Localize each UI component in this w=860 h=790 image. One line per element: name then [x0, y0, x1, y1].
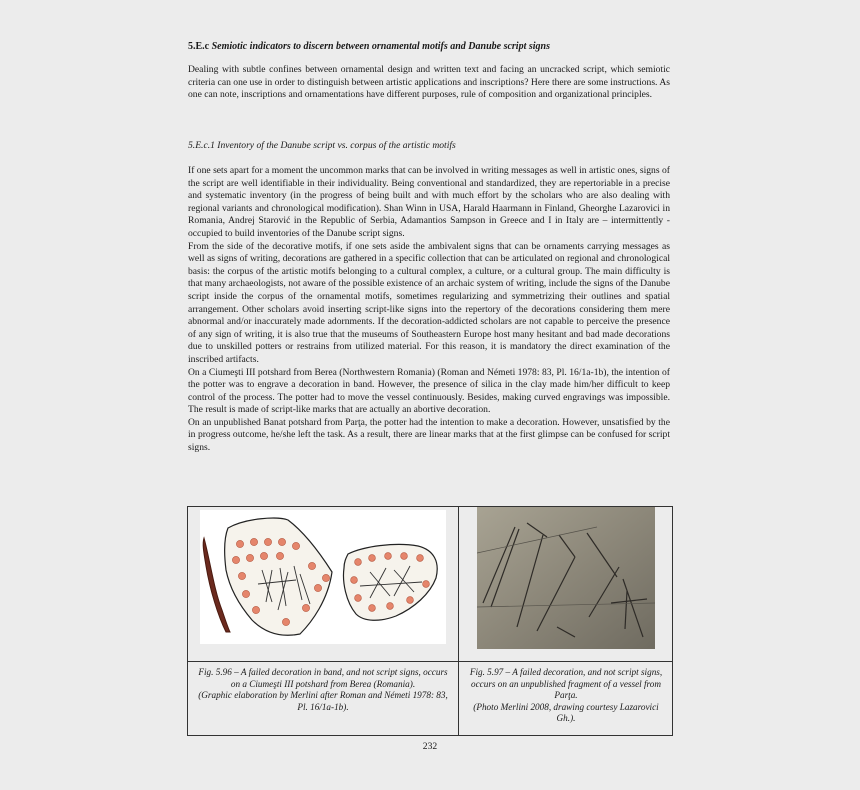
table-divider-vertical — [458, 507, 459, 735]
body-paragraph: On an unpublished Banat potshard from Parţa, the potter had the intention to make a decoration. However, unsatisfied by the in progress outcome, he/she left the task. As a result, there are linear marks that at the first glimpse can be confused for script signs. — [188, 416, 670, 454]
figure-5-97-photo — [477, 507, 655, 649]
body-paragraph: On a Ciumeşti III potshard from Berea (Northwestern Romania) (Roman and Németi 1978: 83, Pl. 16/1a-1b), the intention of the potter was to engrave a decoration in band. However, the presence of silica in the clay made him/her difficult to keep control of the process. The potter had to move the vessel continuously. Besides, making curved engravings was impossible. The result is made of script-like marks that are actually an abortive decoration. — [188, 366, 670, 416]
section-title: Semiotic indicators to discern between ornamental motifs and Danube script signs — [211, 41, 550, 52]
body-paragraph: If one sets apart for a moment the uncommon marks that can be involved in writing messages as well in artistic ones, signs of the script are well identifiable in their individuality. Being conventional and standardized, they are repertoriable in a precise and systematic inventory (in the progress of being built and with much effort by the scholars who are also dealing with regional variants and chronological modification). Shan Winn in USA, Harald Haarmann in Finland, Gheorghe Lazarovici in Romania, Andrej Starović in the Republic of Serbia, Adamantios Sampson in Greece and I in Italy are – intermittently - occupied to build inventories of the Danube script signs. — [188, 165, 670, 239]
section-number: 5.E.c — [188, 41, 210, 52]
fragment-photo — [477, 507, 655, 649]
caption-line: (Graphic elaboration by Merlini after Roman and Németi 1978: 83, Pl. 16/1a-1b). — [198, 690, 448, 712]
caption-line: Fig. 5.96 – A failed decoration in band, and not script signs, occurs on a Ciumeşti III potshard from Berea (Romania). — [198, 667, 448, 689]
figure-5-97-caption — [464, 667, 668, 725]
table-divider-horizontal — [188, 661, 672, 662]
section-heading — [188, 40, 678, 53]
photo-background — [477, 507, 655, 649]
caption-line: Fig. 5.97 – A failed decoration, and not script signs, occurs on an unpublished fragment of a vessel from Parţa. — [469, 667, 663, 700]
body-paragraph: From the side of the decorative motifs, if one sets aside the ambivalent signs that can be ornaments carrying messages as well as signs of writing, decorations are gathered in a specific collection that can be articulated on regional and chronological basis: the corpus of the artistic motifs belonging to a cultural complex, a culture, or a cultural group. The main difficulty is that many archaeologists, not aware of the possible existence of an archaic system of writing, include the signs of the Danube script inside the corpus of the ornamental motifs, sometimes regularizing and symmetrizing their outlines and spatial arrangement. Other scholars avoid inserting script-like signs into the repertory of the decorations considering them mere abnormal and/or inaccurately made adornments. If the decoration-addicted scholars are not capable to perceive the presence of any sign of writing, it is also true that the museums of Southeastern Europe host many hesitant and bad made decorations due to unskilled potters or restrains from utilized material. For this reason, it is mandatory the direct examination of the inscribed artifacts. — [188, 240, 670, 365]
caption-line: (Photo Merlini 2008, drawing courtesy Lazarovici Gh.). — [473, 701, 659, 723]
figure-5-96-drawing — [200, 510, 446, 644]
potshard-drawing — [200, 510, 446, 644]
intro-paragraph: Dealing with subtle confines between ornamental design and written text and facing an uncracked script, which semiotic criteria can one use in order to distinguish between artistic applications and inscriptions? Here there are some instructions. As one can note, inscriptions and ornamentations have different purposes, rule of composition and organizational principles. — [188, 64, 670, 101]
figure-table — [187, 506, 673, 736]
body-text — [188, 165, 670, 455]
figure-5-96-caption — [194, 667, 452, 713]
page-number: 232 — [422, 741, 438, 752]
subsection-title: 5.E.c.1 Inventory of the Danube script vs. corpus of the artistic motifs — [188, 140, 456, 151]
